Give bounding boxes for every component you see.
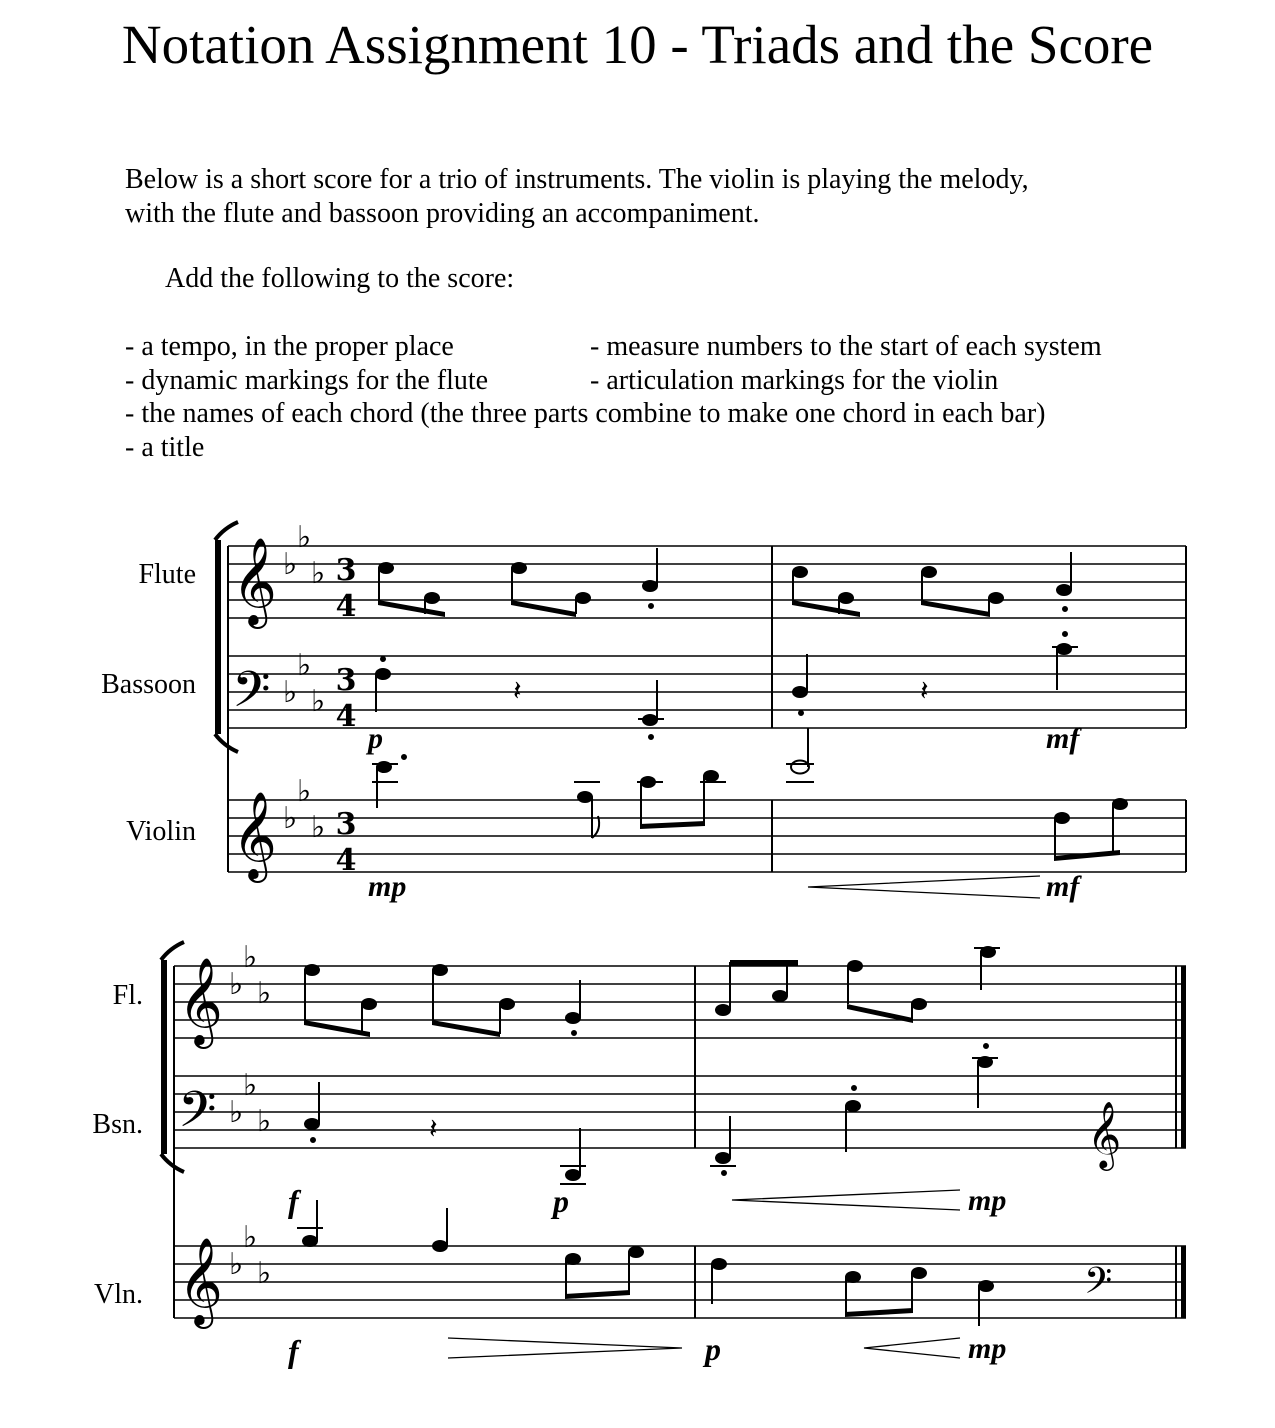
task-item: - articulation markings for the violin [590, 364, 999, 396]
task-item: - a title [125, 431, 205, 463]
task-item: - measure numbers to the start of each system [590, 331, 1102, 362]
svg-text:♭: ♭ [229, 1095, 244, 1130]
svg-text:♭: ♭ [311, 684, 326, 719]
svg-text:♭: ♭ [283, 801, 298, 836]
bassoon-notes-system-2 [304, 1044, 1121, 1184]
intro-line: with the flute and bassoon providing an accompaniment. [125, 198, 760, 229]
decrescendo-hairpin [448, 1338, 682, 1358]
dynamic-marking: p [705, 1331, 721, 1367]
svg-text:♭: ♭ [311, 810, 326, 845]
svg-text:♭: ♭ [243, 1068, 258, 1103]
svg-text:♭: ♭ [297, 520, 312, 555]
svg-text:3: 3 [335, 553, 357, 588]
svg-text:3: 3 [335, 663, 357, 698]
staff-label-flute: Flute [138, 559, 196, 590]
add-heading: Add the following to the score: [165, 263, 515, 294]
dynamic-marking: mp [968, 1184, 1007, 1217]
staff-label-violin: Violin [126, 816, 196, 847]
svg-text:♭: ♭ [283, 675, 298, 710]
svg-text:♭: ♭ [229, 967, 244, 1002]
svg-text:♭: ♭ [297, 774, 312, 809]
svg-text:♭: ♭ [229, 1247, 244, 1282]
flute-notes-m3 [304, 964, 581, 1037]
task-item: - the names of each chord (the three parts combine to make one chord in each bar) [125, 398, 1046, 429]
dynamic-marking: p [553, 1183, 569, 1219]
page-title: Notation Assignment 10 - Triads and the Score [121, 14, 1154, 75]
svg-text:♭: ♭ [283, 547, 298, 582]
svg-text:4: 4 [335, 589, 357, 624]
svg-text:♭: ♭ [311, 556, 326, 591]
svg-text:♭: ♭ [257, 1104, 272, 1139]
staff-lines [174, 966, 1186, 1318]
dynamic-marking: f [288, 1333, 299, 1369]
svg-text:3: 3 [335, 807, 357, 842]
bassoon-notes-system-1 [375, 632, 1078, 739]
time-signature [336, 553, 357, 878]
staff-label-violin-abbrev: Vln. [94, 1279, 143, 1310]
barlines [228, 546, 1186, 872]
staff-label-bassoon: Bassoon [101, 669, 196, 700]
score-system-1 [101, 520, 1186, 903]
dynamic-marking: mf [1046, 870, 1080, 903]
bass-clef-icon: 𝄢 [178, 1081, 217, 1151]
task-item: - a tempo, in the proper place [125, 331, 454, 362]
violin-notes-system-2 [297, 1200, 1112, 1326]
violin-notes-system-1 [372, 728, 1128, 861]
svg-text:♭: ♭ [257, 1256, 272, 1291]
treble-clef-icon: 𝄞 [232, 536, 277, 625]
treble-clef-icon: 𝄞 [178, 1236, 223, 1325]
treble-clef-icon: 𝄞 [232, 790, 277, 879]
quarter-rest-icon: 𝄽 [920, 674, 929, 707]
staff-lines [228, 546, 1186, 872]
task-item: - dynamic markings for the flute [125, 364, 489, 396]
bass-clef-icon: 𝄢 [232, 661, 271, 731]
crescendo-hairpin [732, 1190, 960, 1210]
quarter-rest-icon: 𝄽 [429, 1112, 438, 1145]
final-barline [1181, 966, 1186, 1318]
staff-label-flute-abbrev: Fl. [112, 980, 143, 1011]
svg-text:♭: ♭ [243, 940, 258, 975]
svg-text:♭: ♭ [243, 1220, 258, 1255]
svg-text:4: 4 [335, 699, 357, 734]
bass-clef-icon: 𝄢 [1084, 1260, 1113, 1311]
svg-text:♭: ♭ [297, 648, 312, 683]
crescendo-hairpin [864, 1338, 960, 1358]
dynamic-marking: mp [968, 1332, 1007, 1365]
treble-clef-icon: 𝄞 [178, 956, 223, 1045]
staff-label-bassoon-abbrev: Bsn. [92, 1109, 143, 1140]
crescendo-hairpin [808, 876, 1040, 898]
dynamic-marking: mf [1046, 722, 1080, 755]
treble-clef-icon: 𝄞 [1087, 1100, 1122, 1168]
svg-text:♭: ♭ [257, 976, 272, 1011]
barlines [174, 966, 1176, 1318]
key-signature [229, 940, 271, 1291]
svg-text:4: 4 [335, 843, 357, 878]
quarter-rest-icon: 𝄽 [513, 674, 522, 707]
intro-line: Below is a short score for a trio of instruments. The violin is playing the melody, [125, 164, 1029, 195]
flute-notes-m2 [792, 552, 1072, 617]
dynamic-marking: mp [368, 870, 407, 903]
dynamic-marking: p [368, 722, 383, 755]
score-system-2 [92, 940, 1186, 1369]
dynamic-marking: f [288, 1183, 299, 1219]
key-signature [283, 520, 325, 845]
